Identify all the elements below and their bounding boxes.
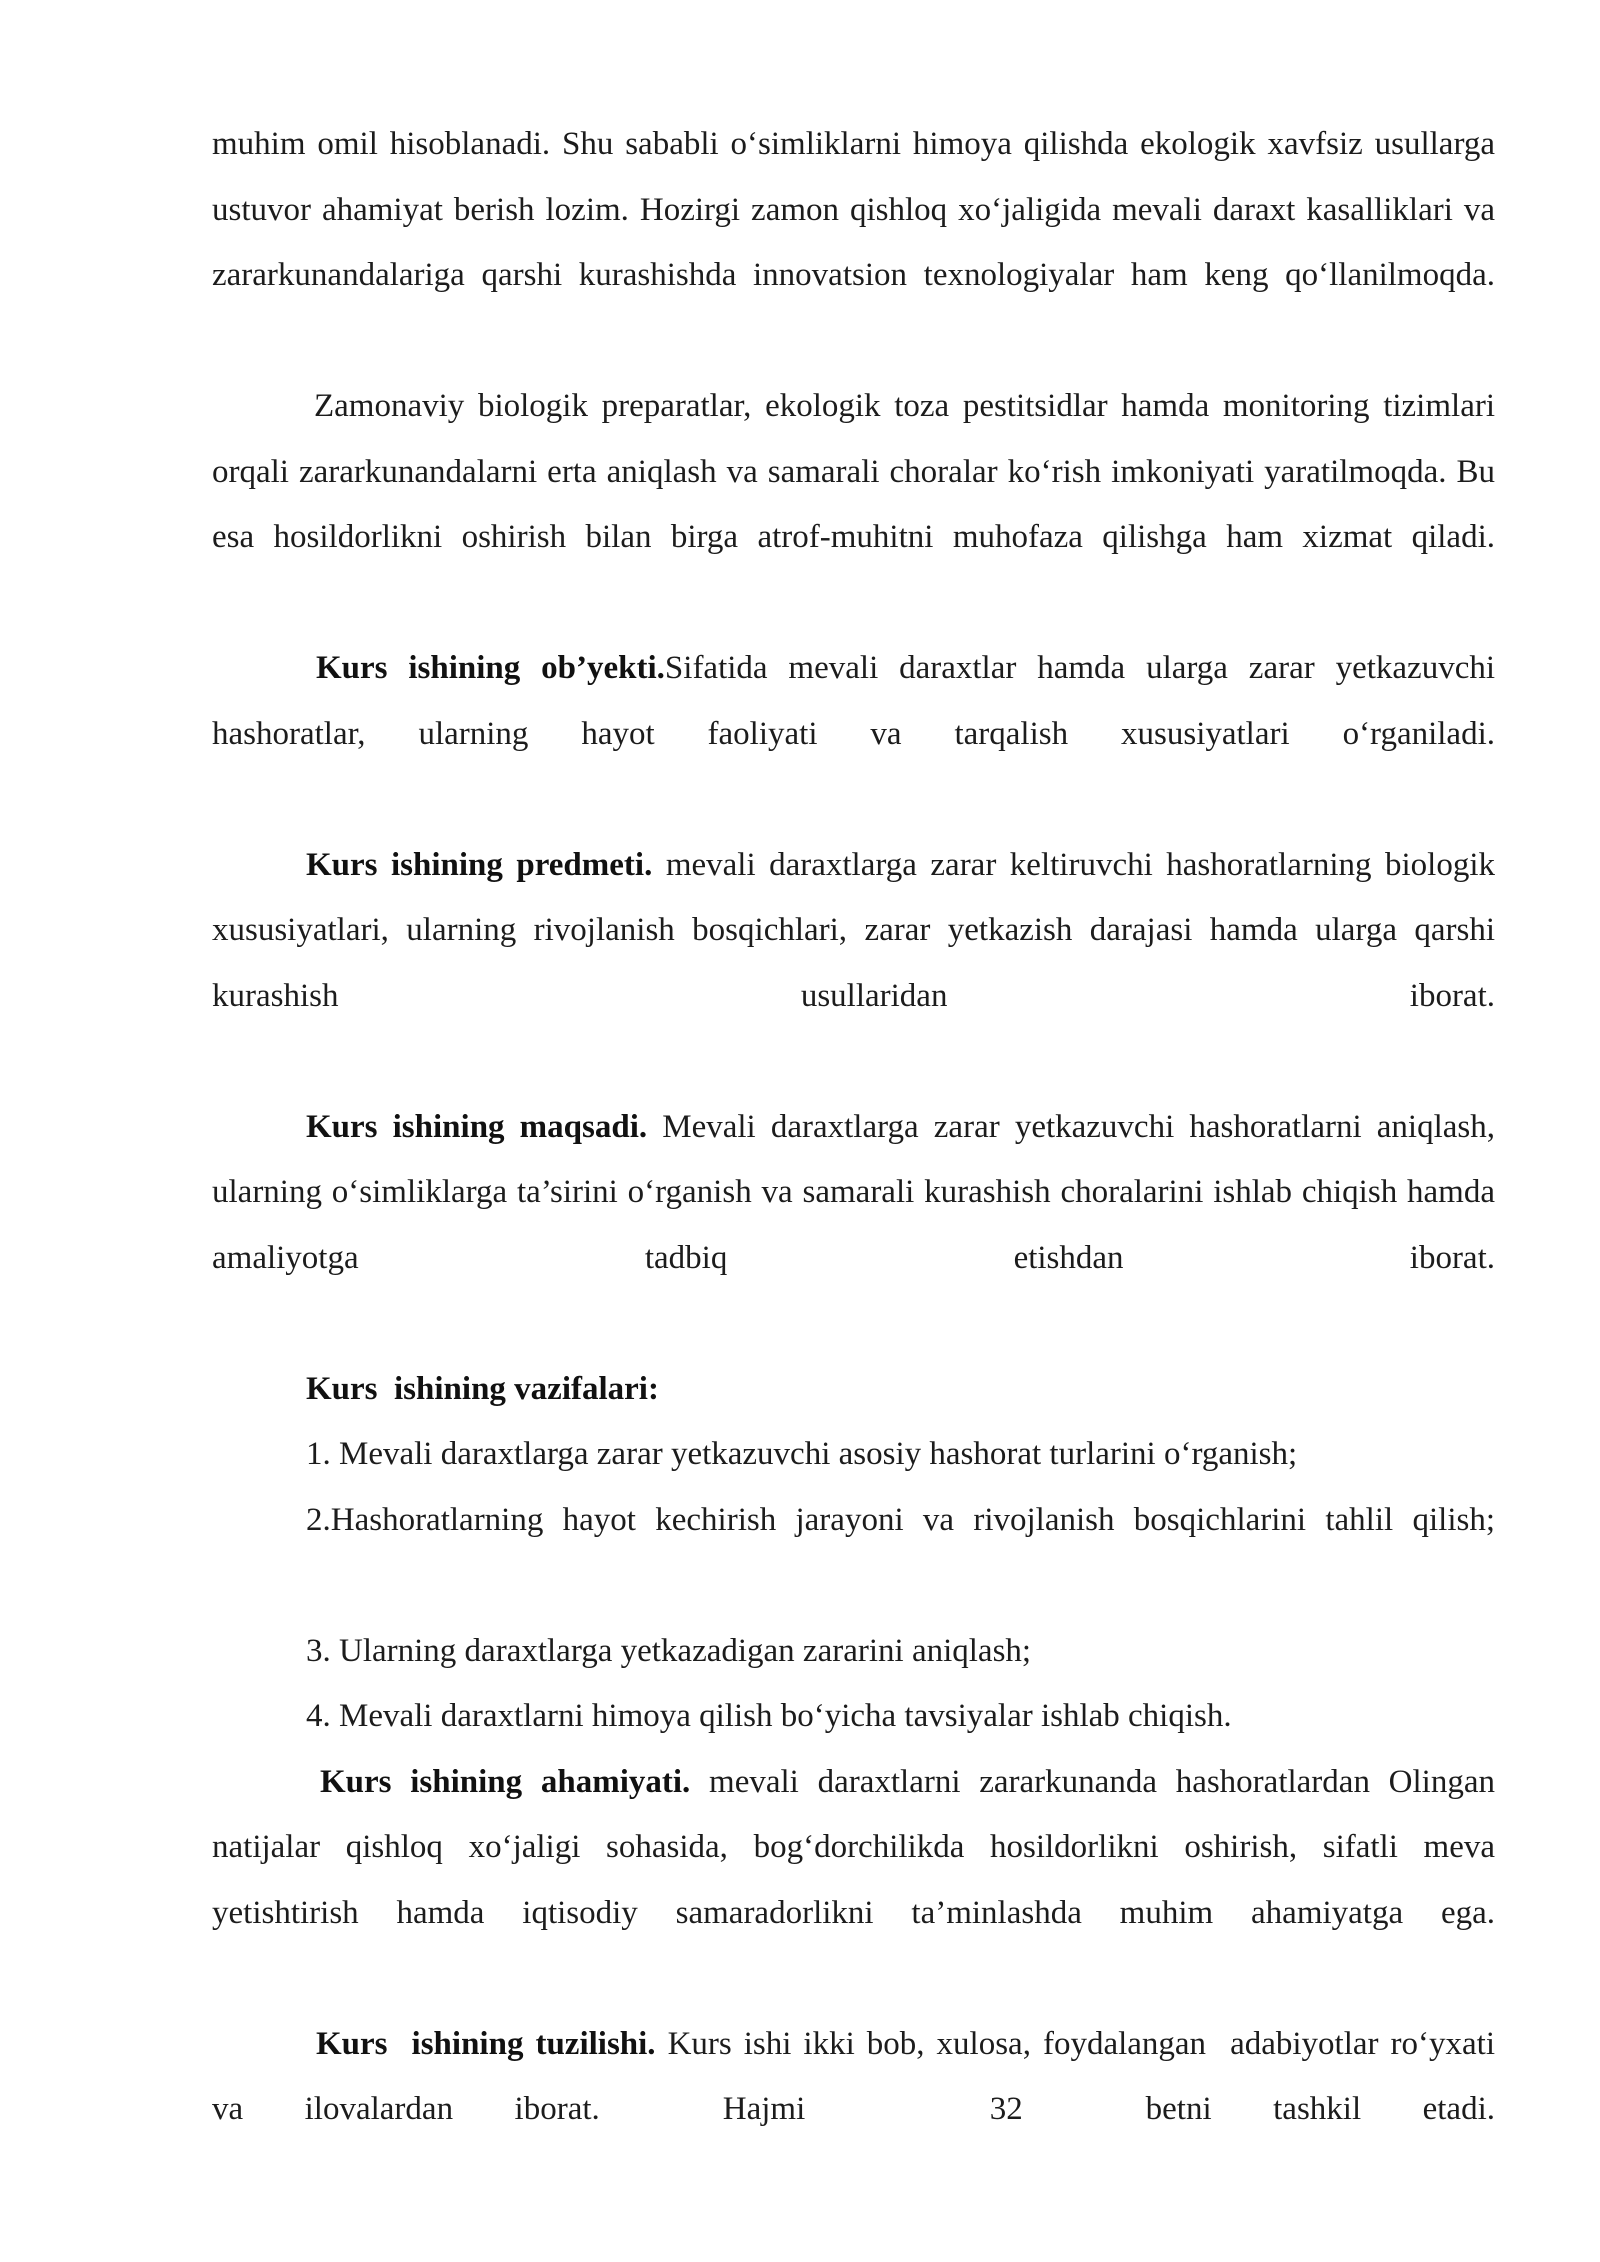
importance-text: mevali daraxtlarni zararkunanda hashoratlardan Olingan natijalar qishloq xo‘jaligi sohasida, bog‘dorchilikda hosildorlikni oshirish, sifatli meva yetishtirish hamda iqtisodiy samaradorlikni ta’minlashda muhim ahamiyatga ega. xyxy=(212,1763,1495,1931)
subject-text: mevali daraxtlarga zarar keltiruvchi hashoratlarning biologik xususiyatlari, ularning rivojlanish bosqichlari, zarar yetkazish darajasi hamda ularga qarshi kurashish usullaridan iborat. xyxy=(212,846,1495,1014)
subject-heading: Kurs ishining predmeti. xyxy=(306,846,653,883)
object-text: Sifatida mevali daraxtlar hamda ularga zarar yetkazuvchi hashoratlar, ularning hayot faoliyati va tarqalish xususiyatlari o‘rganiladi. xyxy=(212,650,1496,752)
tasks-heading-line xyxy=(212,1357,1495,1423)
structure-heading: Kurs ishining tuzilishi. xyxy=(316,2025,656,2062)
paragraph-structure xyxy=(212,2012,1512,2209)
paragraph-object xyxy=(212,636,1495,833)
paragraph-goal xyxy=(212,1095,1495,1357)
paragraph-subject xyxy=(212,833,1495,1095)
paragraph-intro: muhim omil hisoblanadi. Shu sababli o‘simliklarni himoya qilishda ekologik xavfsiz usullarga ustuvor ahamiyat berish lozim. Hozirgi zamon qishloq xo‘jaligida mevali daraxt kasalliklari va zararkunandalariga qarshi kurashishda innovatsion texnologiyalar ham keng qo‘llanilmoqda. xyxy=(212,126,1495,293)
task-item: 1. Mevali daraxtlarga zarar yetkazuvchi asosiy hashorat turlarini o‘rganish; xyxy=(306,1436,1298,1472)
paragraph-importance xyxy=(212,1750,1495,2012)
task-item: 3. Ularning daraxtlarga yetkazadigan zararini aniqlash; xyxy=(306,1632,1032,1669)
task-item: 4. Mevali daraxtlarni himoya qilish bo‘yicha tavsiyalar ishlab chiqish. xyxy=(306,1698,1232,1734)
structure-text: Kurs ishi ikki bob, xulosa, foydalangan adabiyotlar ro‘yxati va ilovalardan iborat. Hajmi 32 betni tashkil etadi. xyxy=(212,2025,1512,2127)
importance-heading: Kurs ishining ahamiyati. xyxy=(320,1763,691,1800)
object-heading: Kurs ishining ob’yekti. xyxy=(316,650,665,686)
paragraph-technologies: Zamonaviy biologik preparatlar, ekologik toza pestitsidlar hamda monitoring tizimlari orqali zararkunandalarni erta aniqlash va samarali choralar ko‘rish imkoniyati yaratilmoqda. Bu esa hosildorlikni oshirish bilan birga atrof-muhitni muhofaza qilishga ham xizmat qiladi. xyxy=(212,388,1495,555)
goal-text: Mevali daraxtlarga zarar yetkazuvchi hashoratlarni aniqlash, ularning o‘simliklarga ta’sirini o‘rganish va samarali kurashish choralarini ishlab chiqish hamda amaliyotga tadbiq etishdan iborat. xyxy=(212,1108,1495,1276)
task-item: 2.Hashoratlarning hayot kechirish jarayoni va rivojlanish bosqichlarini tahlil qilish; xyxy=(306,1501,1495,1538)
goal-heading: Kurs ishining maqsadi. xyxy=(306,1108,648,1145)
document-page xyxy=(212,112,1512,2208)
tasks-heading: Kurs ishining vazifalari: xyxy=(306,1370,659,1407)
